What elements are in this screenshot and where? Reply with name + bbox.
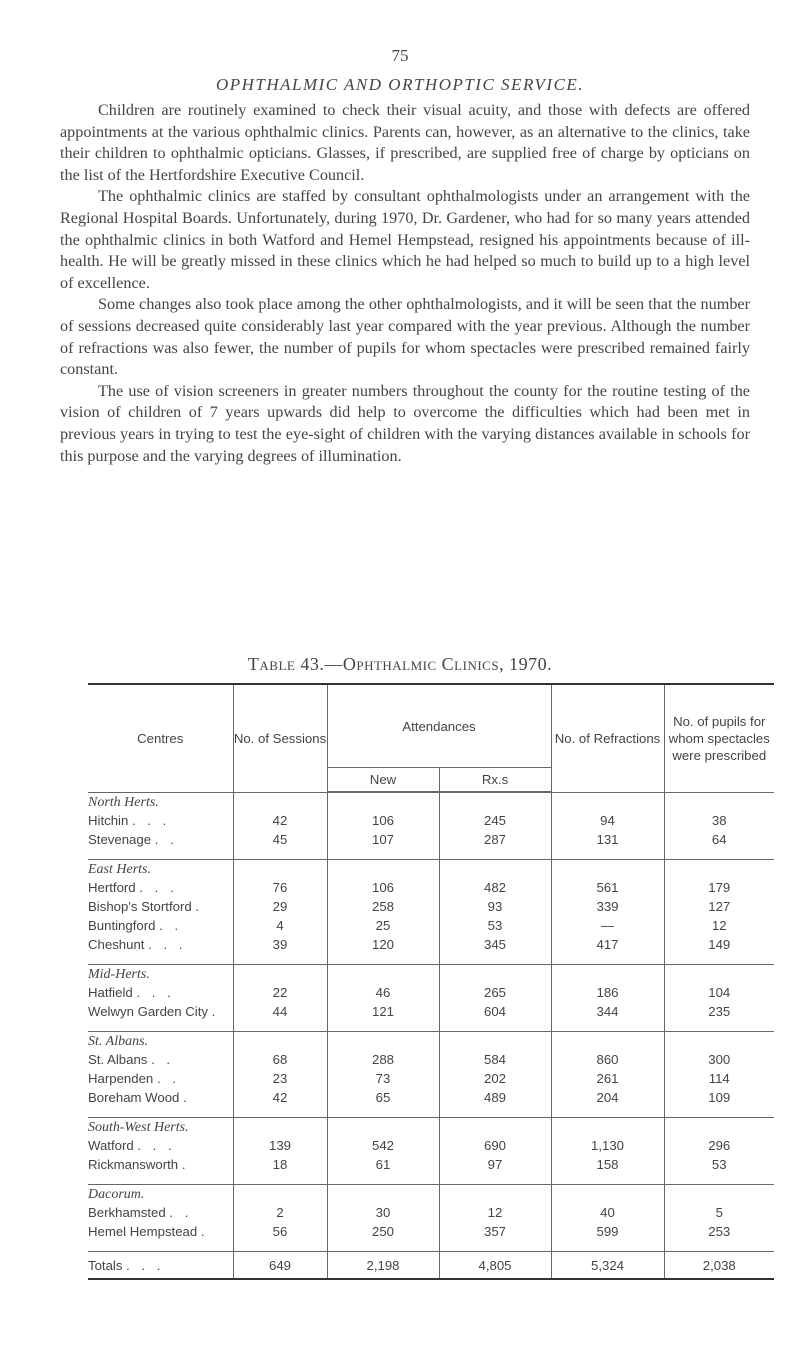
header-new: New [327,768,439,792]
centre-name: Buntingford [88,918,156,933]
table-title: Table 43.—Ophthalmic Clinics, 1970. [247,654,553,674]
totals-label: Totals [88,1257,123,1273]
centre-name: Hatfield [88,985,133,1000]
header-attendances: Attendances [327,684,551,768]
centre-name: Cheshunt [88,937,145,952]
paragraph: Some changes also took place among the other ophthalmologists, and it will be seen that the number of sessions decreased quite considerably last year compared with the year previous. Although the number of refractions was also fewer, the number of pupils for whom spectacles were prescribed remained fairly constant. [60,295,750,379]
header-spectacles: No. of pupils for whom spectacles were prescribed [664,684,774,792]
centre-name: Hemel Hempstead [88,1224,198,1239]
header-rx: Rx.s [439,768,551,792]
centre-name: Rickmansworth [88,1157,179,1172]
centre-name: Bishop's Stortford [88,899,192,914]
group-label: Mid-Herts. [88,965,233,984]
centre-name: Hertford [88,880,136,895]
table-row: Berkhamsted . . 2 30 12 40 5 [88,1203,774,1222]
paragraph: The use of vision screeners in greater numbers throughout the county for the routine testing of the vision of children of 7 years upwards did help to overcome the difficulties which had been met in previous years in trying to test the eye-sight of children with the varying distances available in schools for this purpose and the varying degrees of illumination. [60,381,750,465]
table-row: Hemel Hempstead . 56 250 357 599 253 [88,1222,774,1252]
header-sessions: No. of Sessions [233,684,327,792]
table-row: Welwyn Garden City . 44 121 604 344 235 [88,1002,774,1032]
table-row: Harpenden . . 23 73 202 261 114 [88,1069,774,1088]
table-row: Buntingford . . 4 25 53 — 12 [88,916,774,935]
table-row: Rickmansworth . 18 61 97 158 53 [88,1155,774,1185]
table-row: Stevenage . . 45 107 287 131 64 [88,830,774,860]
group-label: East Herts. [88,860,233,879]
table-row: Boreham Wood . 42 65 489 204 109 [88,1088,774,1118]
group-label: South-West Herts. [88,1118,233,1137]
table-row: Hertford . . . 76 106 482 561 179 [88,878,774,897]
group-label: North Herts. [88,795,159,810]
centre-name: Harpenden [88,1071,154,1086]
centre-name: St. Albans [88,1052,148,1067]
section-title: OPHTHALMIC AND ORTHOPTIC SERVICE. [215,75,585,94]
centre-name: Boreham Wood [88,1090,180,1105]
totals-row: Totals . . . 649 2,198 4,805 5,324 2,038 [88,1252,774,1280]
table-row: Hatfield . . . 22 46 265 186 104 [88,983,774,1002]
table-row: Cheshunt . . . 39 120 345 417 149 [88,935,774,965]
group-label: Dacorum. [88,1185,233,1204]
centre-name: Welwyn Garden City [88,1004,208,1019]
table-row: Watford . . . 139 542 690 1,130 296 [88,1136,774,1155]
ophthalmic-clinics-table [88,683,774,1280]
body-text [60,100,750,467]
centre-name: Watford [88,1138,134,1153]
table-row: St. Albans . . 68 288 584 860 300 [88,1050,774,1069]
header-centres: Centres [137,730,184,746]
group-label: St. Albans. [88,1032,233,1051]
paragraph: The ophthalmic clinics are staffed by consultant ophthalmologists under an arrangement with the Regional Hospital Boards. Unfortunately, during 1970, Dr. Gardener, who had for so many years attended the ophthalmic clinics in both Watford and Hemel Hempstead, resigned his appointments because of ill-health. He will be greatly missed in these clinics which he had helped so much to build up to a high level of excellence. [60,187,750,292]
header-refractions: No. of Refractions [551,684,664,792]
table-row: Bishop's Stortford . 29 258 93 339 127 [88,897,774,916]
table-row: Hitchin . . . 42 106 245 94 38 [88,811,774,830]
paragraph: Children are routinely examined to check their visual acuity, and those with defects are offered appointments at the various ophthalmic clinics. Parents can, however, as an alternative to the clinics, take their children to ophthalmic opticians. Glasses, if prescribed, are supplied free of charge by opticians on the list of the Hertfordshire Executive Council. [60,101,750,184]
centre-name: Berkhamsted [88,1205,166,1220]
page-number: 75 [391,46,409,65]
centre-name: Stevenage [88,832,152,847]
centre-name: Hitchin [88,813,129,828]
